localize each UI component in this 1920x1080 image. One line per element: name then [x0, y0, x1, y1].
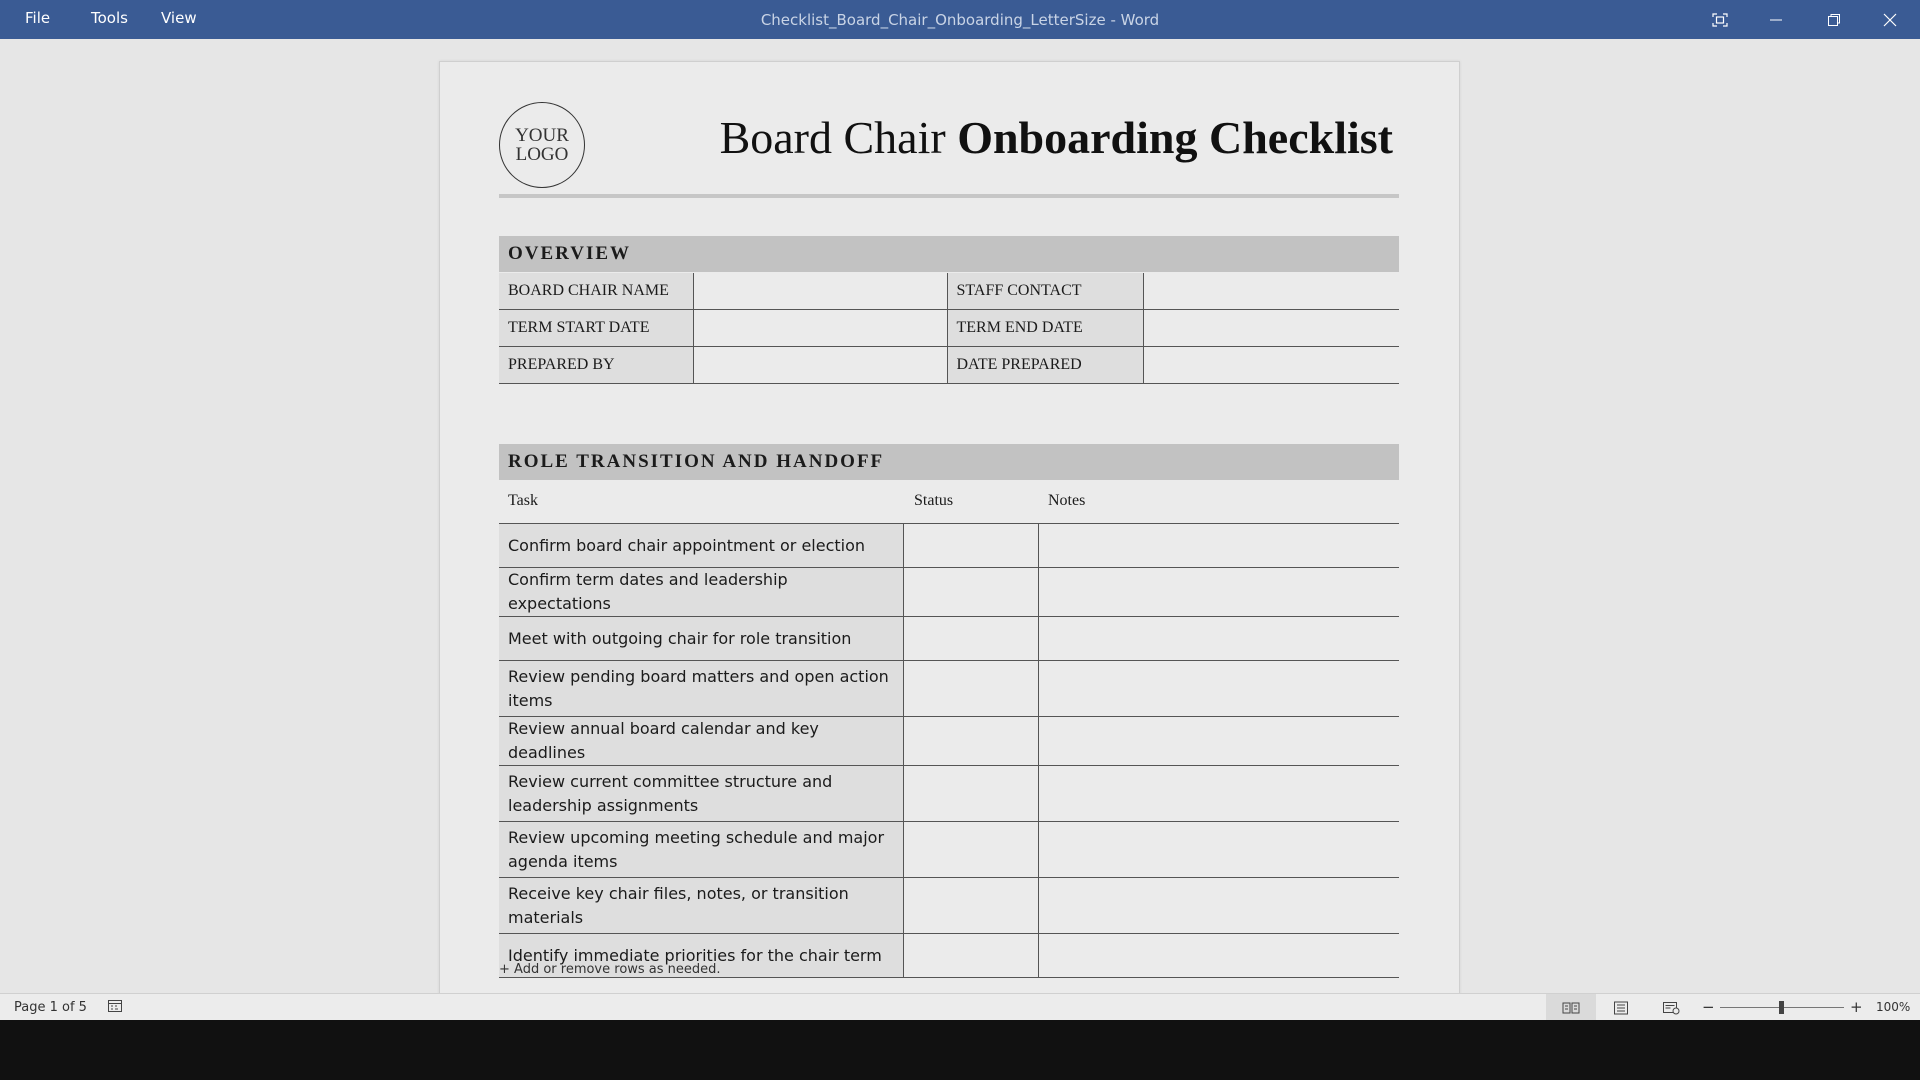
focus-icon	[1712, 13, 1728, 27]
overview-row	[499, 347, 1399, 384]
status-bar	[0, 993, 1920, 1021]
title-bold: Onboarding Checklist	[957, 112, 1393, 163]
menu-tools[interactable]: Tools	[91, 9, 128, 27]
close-icon	[1883, 13, 1897, 27]
task-table	[499, 523, 1399, 978]
notes-cell[interactable]	[1038, 822, 1399, 878]
menu-view[interactable]: View	[161, 9, 197, 27]
overview-label: TERM END DATE	[947, 310, 1143, 347]
notes-cell[interactable]	[1038, 934, 1399, 978]
task-cell: Identify immediate priorities for the chair term	[499, 934, 903, 978]
task-cell: Review upcoming meeting schedule and major agenda items	[499, 822, 903, 878]
web-layout-button[interactable]	[1646, 994, 1696, 1021]
proofing-button[interactable]	[107, 999, 123, 1018]
task-row	[499, 661, 1399, 717]
task-cell: Confirm board chair appointment or election	[499, 524, 903, 568]
task-row	[499, 822, 1399, 878]
close-button[interactable]	[1862, 0, 1918, 39]
title-regular: Board Chair	[719, 112, 958, 163]
menu-file[interactable]: File	[25, 9, 51, 27]
zoom-level[interactable]: 100%	[1876, 1000, 1911, 1014]
column-header-notes: Notes	[1048, 492, 1086, 509]
logo-placeholder: YOUR LOGO	[499, 102, 585, 188]
overview-heading: OVERVIEW	[499, 236, 1399, 272]
status-cell[interactable]	[903, 878, 1038, 934]
task-row	[499, 524, 1399, 568]
task-cell: Meet with outgoing chair for role transition	[499, 617, 903, 661]
task-row	[499, 878, 1399, 934]
document-page[interactable]	[439, 61, 1460, 1063]
print-layout-icon	[1613, 1001, 1629, 1015]
task-cell: Receive key chair files, notes, or transition materials	[499, 878, 903, 934]
web-layout-icon	[1662, 1001, 1680, 1015]
overview-value-field[interactable]	[1143, 310, 1399, 347]
status-cell[interactable]	[903, 934, 1038, 978]
task-cell: Confirm term dates and leadership expectations	[499, 568, 903, 617]
task-row	[499, 766, 1399, 822]
add-rows-note: + Add or remove rows as needed.	[499, 962, 721, 977]
task-cell: Review current committee structure and leadership assignments	[499, 766, 903, 822]
task-row	[499, 617, 1399, 661]
task-cell: Review pending board matters and open action items	[499, 661, 903, 717]
restore-icon	[1827, 13, 1841, 27]
status-cell[interactable]	[903, 822, 1038, 878]
focus-mode-button[interactable]	[1692, 0, 1748, 39]
overview-row	[499, 310, 1399, 347]
window-title: Checklist_Board_Chair_Onboarding_LetterSize - Word	[760, 11, 1160, 29]
overview-label: PREPARED BY	[499, 347, 693, 384]
overview-value-field[interactable]	[693, 310, 947, 347]
notes-cell[interactable]	[1038, 878, 1399, 934]
overview-table	[499, 273, 1399, 384]
overview-label: TERM START DATE	[499, 310, 693, 347]
title-rule	[499, 194, 1399, 198]
overview-label: DATE PREPARED	[947, 347, 1143, 384]
zoom-slider-thumb[interactable]	[1779, 1001, 1784, 1014]
status-cell[interactable]	[903, 766, 1038, 822]
document-title	[720, 111, 1393, 164]
read-mode-icon	[1562, 1001, 1580, 1015]
notes-cell[interactable]	[1038, 661, 1399, 717]
print-layout-button[interactable]	[1596, 994, 1646, 1021]
document-canvas[interactable]	[0, 39, 1920, 993]
task-cell: Review annual board calendar and key deadlines	[499, 717, 903, 766]
overview-value-field[interactable]	[1143, 273, 1399, 310]
overview-label: STAFF CONTACT	[947, 273, 1143, 310]
status-cell[interactable]	[903, 524, 1038, 568]
overview-value-field[interactable]	[1143, 347, 1399, 384]
overview-value-field[interactable]	[693, 347, 947, 384]
notes-cell[interactable]	[1038, 524, 1399, 568]
notes-cell[interactable]	[1038, 617, 1399, 661]
column-header-status: Status	[914, 492, 954, 509]
zoom-in-button[interactable]: +	[1850, 998, 1863, 1016]
overview-value-field[interactable]	[693, 273, 947, 310]
column-header-task: Task	[508, 492, 538, 509]
notes-cell[interactable]	[1038, 568, 1399, 617]
minimize-icon	[1769, 13, 1783, 27]
minimize-button[interactable]	[1748, 0, 1804, 39]
status-cell[interactable]	[903, 568, 1038, 617]
title-bar	[0, 0, 1920, 39]
overview-row	[499, 273, 1399, 310]
page-indicator[interactable]: Page 1 of 5	[14, 1000, 87, 1015]
zoom-out-button[interactable]: −	[1702, 998, 1715, 1016]
restore-button[interactable]	[1806, 0, 1862, 39]
task-row	[499, 717, 1399, 766]
status-cell[interactable]	[903, 717, 1038, 766]
proofing-icon	[107, 999, 123, 1014]
role-transition-heading: ROLE TRANSITION AND HANDOFF	[499, 444, 1399, 480]
task-row	[499, 568, 1399, 617]
status-cell[interactable]	[903, 661, 1038, 717]
taskbar-area	[0, 1020, 1920, 1080]
notes-cell[interactable]	[1038, 766, 1399, 822]
overview-label: BOARD CHAIR NAME	[499, 273, 693, 310]
read-mode-button[interactable]	[1546, 994, 1596, 1021]
status-cell[interactable]	[903, 617, 1038, 661]
notes-cell[interactable]	[1038, 717, 1399, 766]
